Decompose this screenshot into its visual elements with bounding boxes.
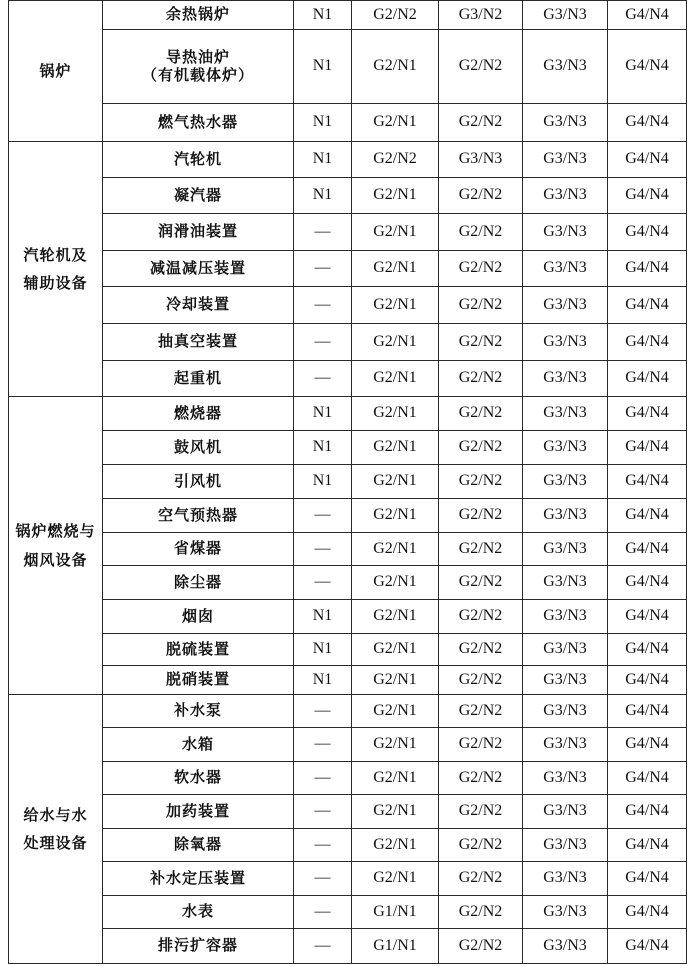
grade-cell-c2: G2/N1	[352, 795, 439, 829]
grade-cell-c2: G2/N1	[352, 251, 439, 287]
grade-cell-c4: G3/N3	[523, 361, 608, 397]
grade-cell-c5: G4/N4	[608, 862, 687, 896]
grade-cell-c1: —	[294, 728, 352, 762]
grade-cell-c1: —	[294, 762, 352, 795]
grade-cell-c5: G4/N4	[608, 214, 687, 251]
text-line: 空气预热器	[157, 505, 238, 524]
grade-cell-c2: G2/N1	[352, 762, 439, 795]
equipment-name-cell	[103, 214, 294, 251]
grade-cell-c5: G4/N4	[608, 324, 687, 361]
grade-cell-c4: G3/N3	[523, 431, 608, 465]
grade-cell-c3: G2/N2	[439, 566, 523, 600]
grade-cell-c1: —	[294, 251, 352, 287]
grade-cell-c4: G3/N3	[523, 178, 608, 214]
text-line: 软水器	[173, 768, 222, 787]
table-row	[9, 431, 687, 465]
grade-cell-c1: —	[294, 929, 352, 964]
text-line: 给水与水	[23, 805, 88, 824]
grade-cell-c2: G2/N1	[352, 499, 439, 533]
grade-cell-c3: G2/N2	[439, 214, 523, 251]
table-row	[9, 361, 687, 397]
grade-cell-c3: G2/N2	[439, 287, 523, 324]
equipment-name-cell	[103, 324, 294, 361]
grade-cell-c2: G2/N1	[352, 104, 439, 142]
grade-cell-c2: G2/N1	[352, 397, 439, 431]
grade-cell-c1: N1	[294, 397, 352, 431]
grade-cell-c4: G3/N3	[523, 142, 608, 178]
text-line: 锅炉燃烧与	[15, 522, 96, 540]
equipment-name-cell	[103, 397, 294, 431]
grade-cell-c2: G2/N1	[352, 324, 439, 361]
equipment-name-cell	[103, 178, 294, 214]
text-line: 排污扩容器	[157, 936, 238, 955]
grade-cell-c5: G4/N4	[608, 829, 687, 862]
equipment-name-cell	[103, 251, 294, 287]
grade-cell-c4: G3/N3	[523, 1, 608, 30]
grade-cell-c3: G2/N2	[439, 361, 523, 397]
grade-cell-c1: —	[294, 533, 352, 566]
grade-cell-c5: G4/N4	[608, 104, 687, 142]
text-line: 省煤器	[173, 539, 222, 558]
text-line: 除氧器	[173, 835, 222, 854]
text-line: 烟囱	[181, 606, 214, 625]
table-row	[9, 929, 687, 964]
grade-cell-c4: G3/N3	[523, 397, 608, 431]
text-line: 减温减压装置	[149, 258, 246, 277]
equipment-name-cell	[103, 566, 294, 600]
text-line: 水表	[181, 902, 214, 921]
group-name-cell	[9, 1, 103, 142]
grade-cell-c3: G2/N2	[439, 104, 523, 142]
text-line: 抽真空装置	[157, 332, 238, 351]
table-row	[9, 104, 687, 142]
grade-cell-c5: G4/N4	[608, 178, 687, 214]
equipment-name-cell	[103, 695, 294, 728]
equipment-name-cell	[103, 728, 294, 762]
equipment-name-cell	[103, 104, 294, 142]
grade-cell-c2: G2/N1	[352, 829, 439, 862]
grade-cell-c1: N1	[294, 634, 352, 666]
grade-cell-c5: G4/N4	[608, 30, 687, 104]
grade-cell-c3: G2/N2	[439, 666, 523, 695]
grade-cell-c1: —	[294, 896, 352, 929]
grade-cell-c4: G3/N3	[523, 324, 608, 361]
text-line: 冷却装置	[165, 295, 230, 314]
equipment-name-cell	[103, 600, 294, 634]
grade-cell-c3: G2/N2	[439, 431, 523, 465]
grade-cell-c4: G3/N3	[523, 829, 608, 862]
grade-cell-c1: —	[294, 499, 352, 533]
equipment-name-cell	[103, 287, 294, 324]
text-line: 脱硝装置	[165, 670, 230, 689]
grade-cell-c1: —	[294, 829, 352, 862]
grade-cell-c4: G3/N3	[523, 30, 608, 104]
equipment-name-cell	[103, 1, 294, 30]
table-row	[9, 829, 687, 862]
equipment-name-cell	[103, 795, 294, 829]
group-name-cell	[9, 695, 103, 964]
text-line: 处理设备	[23, 834, 88, 852]
grade-cell-c2: G2/N1	[352, 634, 439, 666]
grade-cell-c3: G2/N2	[439, 929, 523, 964]
text-line: 凝汽器	[173, 185, 222, 204]
grade-cell-c4: G3/N3	[523, 795, 608, 829]
grade-cell-c2: G2/N1	[352, 862, 439, 896]
text-line: 烟风设备	[23, 550, 88, 569]
grade-cell-c2: G2/N1	[352, 465, 439, 499]
grade-cell-c5: G4/N4	[608, 251, 687, 287]
text-line: 除尘器	[173, 572, 222, 591]
grade-cell-c2: G1/N1	[352, 896, 439, 929]
grade-cell-c1: N1	[294, 142, 352, 178]
grade-cell-c2: G2/N1	[352, 666, 439, 695]
grade-cell-c5: G4/N4	[608, 795, 687, 829]
table-row	[9, 762, 687, 795]
grade-cell-c1: —	[294, 214, 352, 251]
table-row	[9, 214, 687, 251]
text-line: 鼓风机	[173, 437, 222, 456]
text-line: 锅炉	[39, 61, 72, 80]
grade-cell-c5: G4/N4	[608, 566, 687, 600]
grade-cell-c4: G3/N3	[523, 499, 608, 533]
grade-cell-c1: —	[294, 361, 352, 397]
grade-cell-c3: G2/N2	[439, 795, 523, 829]
equipment-name-cell	[103, 862, 294, 896]
grade-cell-c1: —	[294, 566, 352, 600]
grade-cell-c1: N1	[294, 600, 352, 634]
table-row	[9, 795, 687, 829]
table-row	[9, 695, 687, 728]
grade-cell-c2: G2/N1	[352, 287, 439, 324]
text-line: 润滑油装置	[157, 222, 238, 241]
grade-cell-c3: G2/N2	[439, 499, 523, 533]
grade-cell-c4: G3/N3	[523, 287, 608, 324]
table-row	[9, 465, 687, 499]
grade-cell-c1: —	[294, 287, 352, 324]
grade-cell-c2: G2/N1	[352, 728, 439, 762]
equipment-name-cell	[103, 666, 294, 695]
equipment-grade-table	[8, 0, 687, 964]
grade-cell-c2: G2/N1	[352, 178, 439, 214]
grade-cell-c4: G3/N3	[523, 465, 608, 499]
grade-cell-c5: G4/N4	[608, 361, 687, 397]
grade-cell-c2: G2/N1	[352, 566, 439, 600]
grade-cell-c5: G4/N4	[608, 634, 687, 666]
grade-cell-c5: G4/N4	[608, 533, 687, 566]
text-line: 补水定压装置	[149, 868, 246, 887]
grade-cell-c1: N1	[294, 465, 352, 499]
grade-cell-c5: G4/N4	[608, 896, 687, 929]
table-row	[9, 666, 687, 695]
grade-cell-c2: G2/N1	[352, 533, 439, 566]
grade-cell-c3: G2/N2	[439, 762, 523, 795]
grade-cell-c1: N1	[294, 178, 352, 214]
equipment-name-cell	[103, 829, 294, 862]
table-body	[9, 1, 687, 964]
text-line: 燃烧器	[173, 403, 222, 422]
text-line: 燃气热水器	[157, 112, 238, 131]
table-row	[9, 862, 687, 896]
grade-cell-c1: —	[294, 862, 352, 896]
grade-cell-c3: G2/N2	[439, 324, 523, 361]
grade-cell-c3: G2/N2	[439, 862, 523, 896]
table-row	[9, 728, 687, 762]
grade-cell-c1: N1	[294, 431, 352, 465]
text-line: 加药装置	[165, 801, 230, 820]
table-row	[9, 533, 687, 566]
equipment-name-cell	[103, 533, 294, 566]
grade-cell-c5: G4/N4	[608, 929, 687, 964]
grade-cell-c5: G4/N4	[608, 695, 687, 728]
text-line: （有机载体炉）	[141, 65, 254, 84]
group-name-cell	[9, 397, 103, 695]
grade-cell-c5: G4/N4	[608, 1, 687, 30]
grade-cell-c3: G2/N2	[439, 600, 523, 634]
grade-cell-c5: G4/N4	[608, 287, 687, 324]
grade-cell-c2: G2/N1	[352, 600, 439, 634]
grade-cell-c3: G2/N2	[439, 728, 523, 762]
grade-cell-c4: G3/N3	[523, 896, 608, 929]
grade-cell-c2: G2/N1	[352, 361, 439, 397]
group-name-cell	[9, 142, 103, 397]
grade-cell-c4: G3/N3	[523, 666, 608, 695]
grade-cell-c1: N1	[294, 30, 352, 104]
grade-cell-c4: G3/N3	[523, 600, 608, 634]
grade-cell-c3: G2/N2	[439, 695, 523, 728]
grade-cell-c2: G2/N2	[352, 1, 439, 30]
grade-cell-c3: G2/N2	[439, 896, 523, 929]
grade-cell-c3: G2/N2	[439, 30, 523, 104]
table-row	[9, 178, 687, 214]
grade-cell-c5: G4/N4	[608, 499, 687, 533]
text-line: 汽轮机	[173, 149, 222, 168]
table-row	[9, 251, 687, 287]
grade-cell-c4: G3/N3	[523, 214, 608, 251]
table-row	[9, 634, 687, 666]
table-row	[9, 287, 687, 324]
grade-cell-c5: G4/N4	[608, 142, 687, 178]
text-line: 水箱	[181, 734, 214, 753]
grade-cell-c1: —	[294, 324, 352, 361]
grade-cell-c4: G3/N3	[523, 728, 608, 762]
equipment-name-cell	[103, 896, 294, 929]
grade-cell-c2: G2/N2	[352, 142, 439, 178]
grade-cell-c5: G4/N4	[608, 762, 687, 795]
grade-cell-c3: G2/N2	[439, 634, 523, 666]
grade-cell-c4: G3/N3	[523, 104, 608, 142]
table-row	[9, 566, 687, 600]
grade-cell-c4: G3/N3	[523, 695, 608, 728]
grade-cell-c4: G3/N3	[523, 566, 608, 600]
equipment-name-cell	[103, 762, 294, 795]
grade-cell-c3: G2/N2	[439, 829, 523, 862]
equipment-name-cell	[103, 361, 294, 397]
equipment-name-cell	[103, 929, 294, 964]
text-line: 辅助设备	[23, 274, 88, 292]
grade-cell-c1: N1	[294, 104, 352, 142]
grade-cell-c3: G3/N3	[439, 142, 523, 178]
text-line: 补水泵	[173, 701, 222, 720]
grade-cell-c5: G4/N4	[608, 431, 687, 465]
grade-cell-c4: G3/N3	[523, 929, 608, 964]
grade-cell-c2: G2/N1	[352, 431, 439, 465]
grade-cell-c5: G4/N4	[608, 465, 687, 499]
text-line: 余热锅炉	[165, 5, 230, 24]
table-row	[9, 30, 687, 104]
grade-cell-c3: G3/N2	[439, 1, 523, 30]
equipment-name-cell	[103, 499, 294, 533]
grade-cell-c2: G1/N1	[352, 929, 439, 964]
grade-cell-c1: N1	[294, 1, 352, 30]
equipment-name-cell	[103, 431, 294, 465]
grade-cell-c4: G3/N3	[523, 634, 608, 666]
grade-cell-c3: G2/N2	[439, 251, 523, 287]
grade-cell-c2: G2/N1	[352, 695, 439, 728]
grade-cell-c2: G2/N1	[352, 30, 439, 104]
grade-cell-c4: G3/N3	[523, 762, 608, 795]
equipment-name-cell	[103, 142, 294, 178]
table-row	[9, 397, 687, 431]
grade-cell-c2: G2/N1	[352, 214, 439, 251]
grade-cell-c4: G3/N3	[523, 533, 608, 566]
table-row	[9, 896, 687, 929]
equipment-name-cell	[103, 634, 294, 666]
grade-cell-c5: G4/N4	[608, 728, 687, 762]
grade-cell-c1: N1	[294, 666, 352, 695]
grade-cell-c3: G2/N2	[439, 178, 523, 214]
equipment-name-cell	[103, 465, 294, 499]
grade-cell-c3: G2/N2	[439, 465, 523, 499]
grade-cell-c3: G2/N2	[439, 533, 523, 566]
text-line: 起重机	[173, 368, 222, 387]
text-line: 导热油炉	[165, 48, 230, 67]
table-row	[9, 600, 687, 634]
equipment-name-cell	[103, 30, 294, 104]
table-row	[9, 142, 687, 178]
grade-cell-c1: —	[294, 695, 352, 728]
table-row	[9, 324, 687, 361]
grade-cell-c5: G4/N4	[608, 600, 687, 634]
table-row	[9, 1, 687, 30]
grade-cell-c4: G3/N3	[523, 251, 608, 287]
text-line: 引风机	[173, 471, 222, 490]
grade-cell-c5: G4/N4	[608, 397, 687, 431]
grade-cell-c3: G2/N2	[439, 397, 523, 431]
grade-cell-c4: G3/N3	[523, 862, 608, 896]
grade-cell-c5: G4/N4	[608, 666, 687, 695]
text-line: 脱硫装置	[165, 639, 230, 658]
table-row	[9, 499, 687, 533]
text-line: 汽轮机及	[23, 245, 88, 264]
grade-cell-c1: —	[294, 795, 352, 829]
